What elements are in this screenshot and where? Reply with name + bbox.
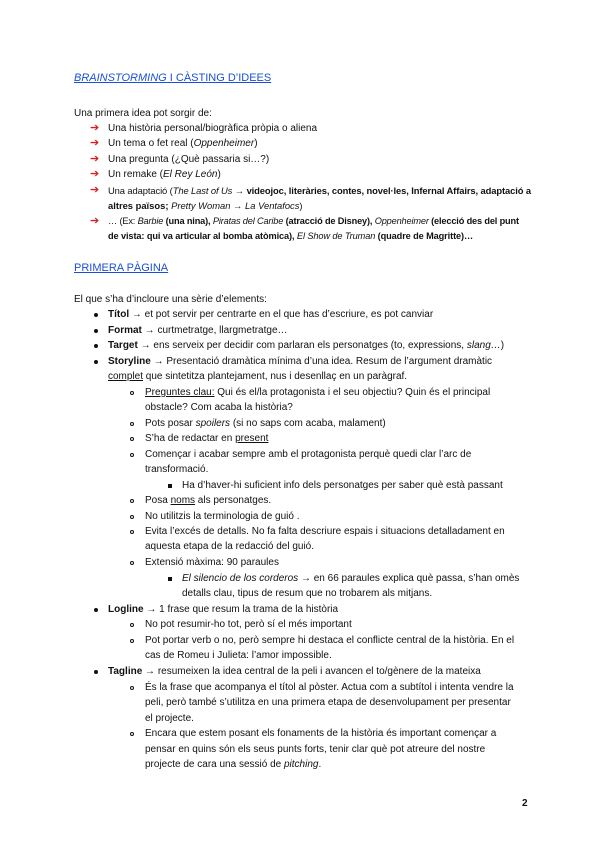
sub-tagline-1: És la frase que acompanya el títol al pòster. Actua com a subtítol i intenta vendre la <box>145 682 514 693</box>
bullet-icon <box>94 329 98 333</box>
circle-bullet-icon <box>130 515 134 519</box>
circle-bullet-icon <box>130 732 134 736</box>
bullet-icon <box>94 608 98 612</box>
arrow-bullet-icon: ➔ <box>90 168 100 180</box>
sub-tagline-1-continuation: peli, però també s’utilitza en una primera etapa de desenvolupament per presentar <box>145 697 511 708</box>
intro-paragraph: Una primera idea pot sorgir de: <box>74 108 212 119</box>
arrow-bullet-icon: ➔ <box>90 184 100 196</box>
sub-sub-silencio: El silencio de los corderos → en 66 paraules explica què passa, s’han omès <box>182 573 520 584</box>
circle-bullet-icon <box>130 686 134 690</box>
idea-item: Una història personal/biogràfica pròpia o aliena <box>108 123 318 134</box>
circle-bullet-icon <box>130 437 134 441</box>
arrow-bullet-icon: ➔ <box>90 122 100 134</box>
idea-item: … (Ex: Barbie (una nina), Piratas del Caribe (atracció de Disney), Oppenheimer (elecció des del punt <box>108 216 519 226</box>
circle-bullet-icon <box>130 391 134 395</box>
sub-tagline-2-continuation: pensar en quins són els seus punts forts, tenir clar què pot atreure del nostre <box>145 744 486 755</box>
circle-bullet-icon <box>130 530 134 534</box>
item-storyline-continuation: complet que sintetitza plantejament, nus i desenllaç en un paràgraf. <box>108 371 408 382</box>
sub-sub-info: Ha d’haver-hi suficient info dels personatges per saber què està passant <box>182 480 503 491</box>
item-target: Target → ens serveix per decidir com parlaran els personatges (to, expressions, slang…) <box>108 340 505 351</box>
bullet-icon <box>94 313 98 317</box>
idea-item: Un remake (El Rey León) <box>108 169 221 180</box>
circle-bullet-icon <box>130 561 134 565</box>
sub-spoilers: Pots posar spoilers (si no saps com acaba, malament) <box>145 418 386 429</box>
idea-item: Una pregunta (¿Què passaria si…?) <box>108 154 270 165</box>
bullet-icon <box>94 360 98 364</box>
sub-preguntes-clau: Preguntes clau: Qui és el/la protagonista i el seu objectiu? Quin és el principal <box>145 387 491 398</box>
sub-tagline-1-end: el projecte. <box>145 713 194 724</box>
sub-logline-2-continuation: cas de Romeu i Julieta: l’amor impossible. <box>145 650 332 661</box>
sub-arc-continuation: transformació. <box>145 464 209 475</box>
idea-item-continuation: altres països; Pretty Woman → La Ventafocs) <box>108 200 303 211</box>
circle-bullet-icon <box>130 453 134 457</box>
sub-detalls-continuation: aquesta etapa de la redacció del guió. <box>145 541 315 552</box>
heading-primera-pagina: PRIMERA PÀGINA <box>74 262 169 274</box>
intro2-paragraph: El que s’ha d’incloure una sèrie d’elements: <box>74 294 267 305</box>
circle-bullet-icon <box>130 623 134 627</box>
sub-noms: Posa noms als personatges. <box>145 495 272 506</box>
sub-logline-2: Pot portar verb o no, però sempre hi destaca el conflicte central de la història. En el <box>145 635 515 646</box>
item-logline: Logline → 1 frase que resum la trama de la història <box>108 604 339 615</box>
item-format: Format → curtmetratge, llargmetratge… <box>108 325 288 336</box>
idea-item-continuation: de vista: qui va articular al bomba atòmica), El Show de Truman (quadre de Magritte)… <box>108 231 474 241</box>
sub-present: S’ha de redactar en present <box>145 433 269 444</box>
sub-tagline-2-end: projecte de cara una sessió de pitching. <box>145 759 322 770</box>
circle-bullet-icon <box>130 422 134 426</box>
item-titol: Títol → et pot servir per centrarte en el que has d’escriure, es pot canviar <box>108 309 434 320</box>
heading-brainstorming: BRAINSTORMING I CÀSTING D’IDEES <box>74 72 272 84</box>
bullet-icon <box>94 670 98 674</box>
item-tagline: Tagline → resumeixen la idea central de la peli i avancen el to/gènere de la mateixa <box>108 666 481 677</box>
arrow-bullet-icon: ➔ <box>90 215 100 227</box>
sub-tagline-2: Encara que estem posant els fonaments de la història és important començar a <box>145 728 497 739</box>
arrow-bullet-icon: ➔ <box>90 153 100 165</box>
sub-logline-1: No pot resumir-ho tot, però sí el més important <box>145 619 352 630</box>
sub-arc: Començar i acabar sempre amb el protagonista perquè quedi clar l’arc de <box>145 449 472 460</box>
bullet-icon <box>94 344 98 348</box>
sub-sub-silencio-continuation: detalls clau, tipus de resum que no trobarem als mitjans. <box>182 588 433 599</box>
idea-item: Una adaptació (The Last of Us → videojoc, literàries, contes, novel·les, Infernal Affairs, adaptació a <box>108 185 531 196</box>
sub-preguntes-clau-continuation: obstacle? Com acaba la història? <box>145 402 293 413</box>
circle-bullet-icon <box>130 639 134 643</box>
sub-terminologia: No utilitzis la terminologia de guió . <box>145 511 300 522</box>
square-bullet-icon <box>168 577 172 581</box>
idea-item: Un tema o fet real (Oppenheimer) <box>108 138 258 149</box>
sub-extensio: Extensió màxima: 90 paraules <box>145 557 279 568</box>
item-storyline: Storyline → Presentació dramàtica mínima d’una idea. Resum de l’argument dramàtic <box>108 356 493 367</box>
circle-bullet-icon <box>130 499 134 503</box>
sub-detalls: Evita l’excés de detalls. No fa falta descriure espais i situacions detalladament en <box>145 526 505 537</box>
square-bullet-icon <box>168 484 172 488</box>
page-number: 2 <box>522 798 528 809</box>
arrow-bullet-icon: ➔ <box>90 137 100 149</box>
